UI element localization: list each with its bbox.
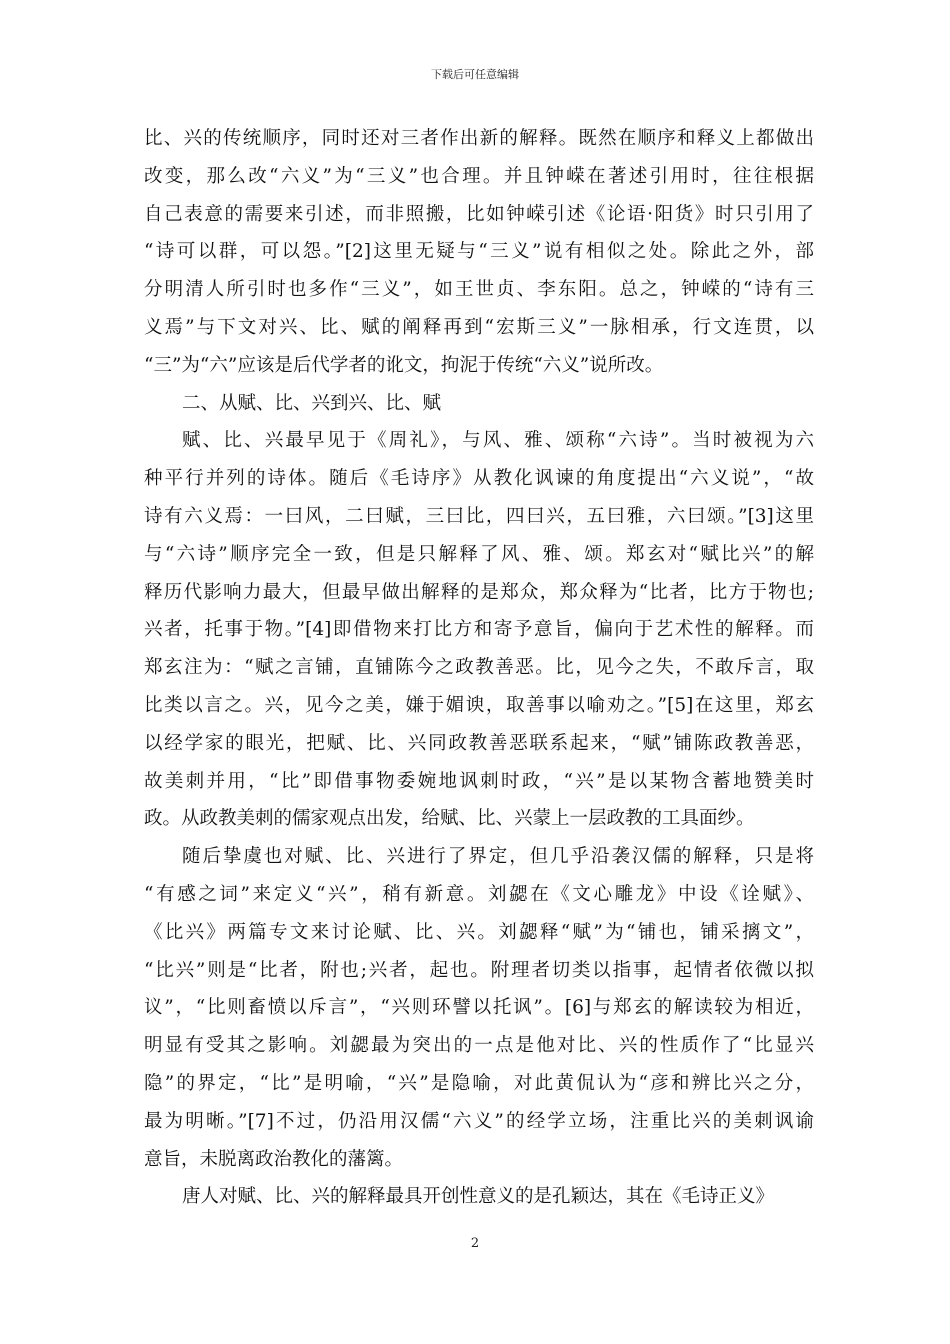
text-line: 意旨，未脱离政治教化的藩篱。	[144, 1148, 404, 1170]
text-line: 唐人对赋、比、兴的解释最具开创性意义的是孔颖达，其在《毛诗正义》	[182, 1186, 775, 1208]
text-line: 政。从政教美刺的儒家观点出发，给赋、比、兴蒙上一层政教的工具面纱。	[144, 808, 755, 830]
text-line: 兴者，托事于物。”[4]即借物来打比方和寄予意旨，偏向于艺术性的解释。而	[144, 619, 814, 641]
text-line: 义焉”与下文对兴、比、赋的阐释再到“宏斯三义”一脉相承，行文连贯，以	[144, 316, 814, 338]
text-line: 随后挚虞也对赋、比、兴进行了界定，但几乎沿袭汉儒的解释，只是将	[182, 846, 814, 868]
section-heading: 二、从赋、比、兴到兴、比、赋	[182, 392, 442, 414]
text-line: 郑玄注为：“赋之言铺，直铺陈今之政教善恶。比，见今之失，不敢斥言，取	[144, 657, 814, 679]
text-line: 隐”的界定，“比”是明喻，“兴”是隐喻，对此黄侃认为“彦和辨比兴之分，	[144, 1072, 814, 1094]
text-line: 诗有六义焉：一曰风，二曰赋，三曰比，四曰兴，五曰雅，六曰颂。”[3]这里	[144, 505, 814, 527]
text-line: 《比兴》两篇专文来讨论赋、比、兴。刘勰释“赋”为“铺也，铺采摛文”，	[144, 921, 814, 943]
page-number: 2	[470, 1236, 480, 1251]
text-line: “三”为“六”应该是后代学者的讹文，拘泥于传统“六义”说所改。	[144, 354, 664, 376]
text-line: 自己表意的需要来引述，而非照搬，比如钟嵘引述《论语·阳货》时只引用了	[144, 203, 814, 225]
text-line: 改变，那么改“六义”为“三义”也合理。并且钟嵘在著述引用时，往往根据	[144, 165, 814, 187]
text-line: 释历代影响力最大，但最早做出解释的是郑众，郑众释为“比者，比方于物也;	[144, 581, 814, 603]
text-line: 赋、比、兴最早见于《周礼》，与风、雅、颂称“六诗”。当时被视为六	[182, 430, 814, 452]
text-line: “诗可以群，可以怨。”[2]这里无疑与“三义”说有相似之处。除此之外，部	[144, 241, 814, 263]
text-line: 种平行并列的诗体。随后《毛诗序》从教化讽谏的角度提出“六义说”，“故	[144, 468, 814, 490]
text-line: “比兴”则是“比者，附也;兴者，起也。附理者切类以指事，起情者依微以拟	[144, 959, 814, 981]
text-line: 比、兴的传统顺序，同时还对三者作出新的解释。既然在顺序和释义上都做出	[144, 128, 814, 149]
text-line: 分明清人所引时也多作“三义”，如王世贞、李东阳。总之，钟嵘的“诗有三	[144, 279, 814, 301]
text-line: “有感之词”来定义“兴”，稍有新意。刘勰在《文心雕龙》中设《诠赋》、	[144, 883, 814, 905]
text-line: 比类以言之。兴，见今之美，嫌于媚谀，取善事以喻劝之。”[5]在这里，郑玄	[144, 694, 814, 716]
text-line: 故美刺并用，“比”即借事物委婉地讽刺时政，“兴”是以某物含蓄地赞美时	[144, 770, 814, 792]
text-line: 与“六诗”顺序完全一致，但是只解释了风、雅、颂。郑玄对“赋比兴”的解	[144, 543, 814, 565]
page-header: 下载后可任意编辑	[431, 68, 519, 81]
text-line: 议”，“比则畜愤以斥言”，“兴则环譬以托讽”。[6]与郑玄的解读较为相近，	[144, 997, 814, 1019]
text-line: 最为明晰。”[7]不过，仍沿用汉儒“六义”的经学立场，注重比兴的美刺讽谕	[144, 1110, 814, 1132]
text-line: 明显有受其之影响。刘勰最为突出的一点是他对比、兴的性质作了“比显兴	[144, 1035, 814, 1057]
text-line: 以经学家的眼光，把赋、比、兴同政教善恶联系起来，“赋”铺陈政教善恶，	[144, 732, 814, 754]
body-text	[144, 120, 814, 1216]
